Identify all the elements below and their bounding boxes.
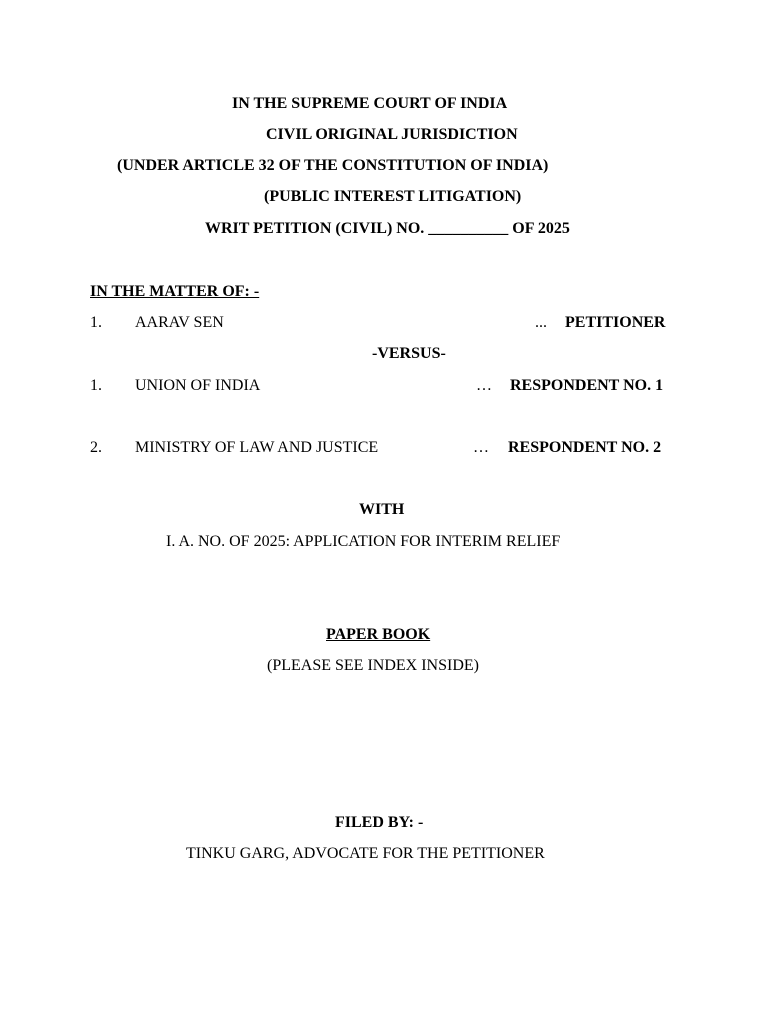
- interim-application: I. A. NO. OF 2025: APPLICATION FOR INTERIM RELIEF: [166, 533, 561, 550]
- petition-number: WRIT PETITION (CIVIL) NO. __________ OF 2025: [205, 220, 570, 237]
- respondent-1-role: RESPONDENT NO. 1: [510, 377, 664, 394]
- respondent-2-number: 2.: [90, 439, 102, 456]
- paper-book-title: PAPER BOOK: [326, 626, 431, 643]
- respondent-1-name: UNION OF INDIA: [135, 377, 261, 394]
- respondent-1-dots: …: [476, 377, 492, 394]
- respondent-2-role: RESPONDENT NO. 2: [508, 439, 662, 456]
- petitioner-number: 1.: [90, 314, 102, 331]
- versus-label: -VERSUS-: [372, 345, 446, 362]
- respondent-2-name: MINISTRY OF LAW AND JUSTICE: [135, 439, 379, 456]
- matter-heading: IN THE MATTER OF: -: [90, 283, 260, 300]
- petitioner-dots: ...: [535, 314, 547, 331]
- petitioner-role: PETITIONER: [565, 314, 666, 331]
- jurisdiction-title: CIVIL ORIGINAL JURISDICTION: [266, 126, 518, 143]
- respondent-2-dots: …: [473, 439, 489, 456]
- petitioner-name: AARAV SEN: [135, 314, 224, 331]
- respondent-1-number: 1.: [90, 377, 102, 394]
- court-title: IN THE SUPREME COURT OF INDIA: [232, 95, 508, 112]
- filed-by-label: FILED BY: -: [335, 814, 424, 831]
- advocate-name: TINKU GARG, ADVOCATE FOR THE PETITIONER: [186, 845, 545, 862]
- article-title: (UNDER ARTICLE 32 OF THE CONSTITUTION OF INDIA): [117, 157, 549, 174]
- index-note: (PLEASE SEE INDEX INSIDE): [267, 657, 479, 674]
- with-label: WITH: [359, 501, 405, 518]
- litigation-type: (PUBLIC INTEREST LITIGATION): [264, 188, 522, 205]
